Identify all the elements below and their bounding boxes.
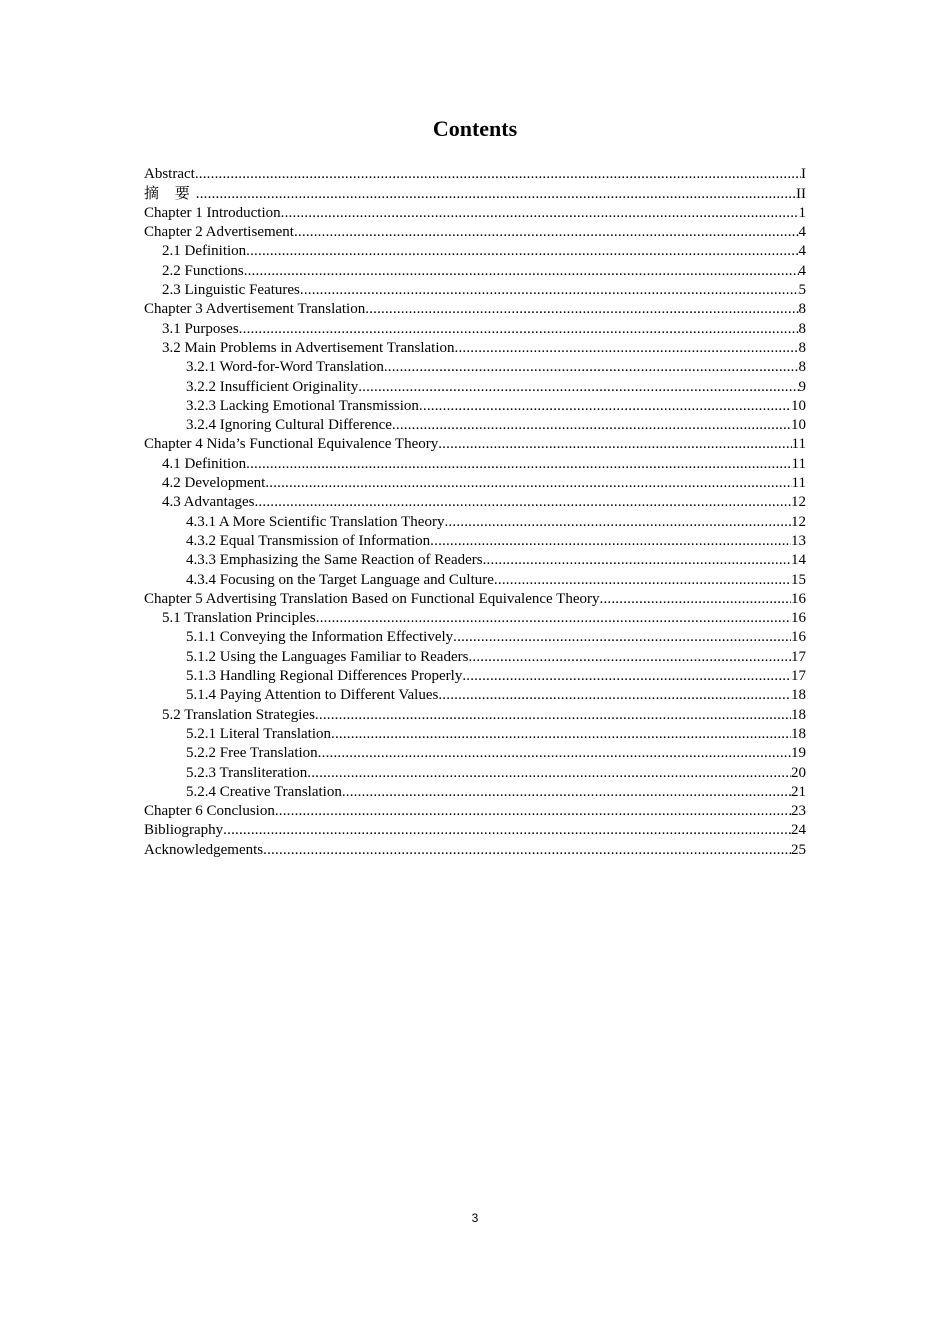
toc-entry[interactable] [144,204,806,223]
toc-entry[interactable] [144,339,806,358]
toc-dot-leader [468,648,791,667]
toc-dot-leader [600,590,792,609]
toc-entry-page: 14 [791,552,806,569]
toc-entry-title: 5.1 Translation Principles [162,610,316,627]
toc-dot-leader [483,551,791,570]
toc-entry[interactable] [144,744,806,763]
toc-entry-title: 4.1 Definition [162,455,247,472]
toc-dot-leader [244,262,799,281]
toc-entry[interactable] [144,474,806,493]
toc-dot-leader [196,185,796,204]
toc-entry-page: 10 [791,417,806,434]
toc-entry-page: 18 [791,687,806,704]
toc-entry-title: Chapter 3 Advertisement Translation [144,301,366,318]
toc-entry[interactable] [144,300,806,319]
toc-entry-title: 3.2.3 Lacking Emotional Transmission [186,397,419,414]
toc-dot-leader [315,706,791,725]
table-of-contents [144,165,806,860]
toc-dot-leader [239,320,799,339]
toc-entry-title: 4.3.4 Focusing on the Target Language and Culture [186,571,494,588]
toc-entry-page: 20 [791,764,806,781]
toc-dot-leader [392,416,791,435]
toc-dot-leader [246,455,791,474]
toc-dot-leader [331,725,791,744]
toc-entry-title: 5.1.4 Paying Attention to Different Values [186,687,439,704]
toc-entry-title: Abstract [144,166,195,183]
toc-dot-leader [419,397,791,416]
toc-entry-title: Bibliography [144,822,224,839]
toc-dot-leader [438,686,791,705]
toc-entry-title: 3.2.4 Ignoring Cultural Difference [186,417,392,434]
toc-entry-page: II [796,185,806,202]
page-title: Contents [432,116,518,141]
toc-dot-leader [438,435,791,454]
toc-entry[interactable] [144,628,806,647]
toc-entry-page: 17 [791,668,806,685]
toc-entry-title: 5.1.3 Handling Regional Differences Properly [186,668,463,685]
toc-entry[interactable] [144,261,806,280]
toc-dot-leader [294,223,799,242]
toc-entry-title: Chapter 2 Advertisement [144,224,294,241]
toc-dot-leader [316,609,791,628]
toc-entry[interactable] [144,377,806,396]
toc-entry-title: 3.2.2 Insufficient Originality [186,378,359,395]
toc-entry[interactable] [144,705,806,724]
toc-entry-title: Chapter 5 Advertising Translation Based on Functional Equivalence Theory [144,590,600,607]
toc-entry-title: 3.2.1 Word-for-Word Translation [186,359,384,376]
toc-entry[interactable] [144,512,806,531]
toc-entry-title: Chapter 6 Conclusion [144,803,275,820]
toc-dot-leader [455,339,799,358]
toc-entry[interactable] [144,667,806,686]
toc-entry[interactable] [144,493,806,512]
toc-entry-page: 25 [791,841,806,858]
toc-dot-leader [384,358,799,377]
toc-entry-page: 11 [791,475,806,492]
toc-entry-title: 4.2 Development [162,475,266,492]
toc-entry[interactable] [144,435,806,454]
toc-entry-title: 4.3.3 Emphasizing the Same Reaction of Readers [186,552,483,569]
toc-entry[interactable] [144,319,806,338]
toc-entry-title: 5.2 Translation Strategies [162,706,315,723]
toc-entry-title: 2.2 Functions [162,262,244,279]
toc-entry-title: 摘 要 [144,185,196,202]
toc-entry-page: 8 [798,301,806,318]
toc-dot-leader [254,493,791,512]
toc-entry-page: 23 [791,803,806,820]
toc-entry-page: 4 [798,243,806,260]
toc-entry[interactable] [144,223,806,242]
toc-entry[interactable] [144,725,806,744]
toc-entry-page: 9 [798,378,806,395]
toc-dot-leader [263,841,791,860]
toc-entry[interactable] [144,821,806,840]
toc-dot-leader [275,802,791,821]
toc-entry-page: 12 [791,494,806,511]
toc-entry-page: 16 [791,629,806,646]
toc-entry[interactable] [144,184,806,203]
toc-entry-title: 5.1.2 Using the Languages Familiar to Readers [186,648,469,665]
toc-dot-leader [358,378,798,397]
toc-entry-title: Chapter 1 Introduction [144,204,281,221]
toc-dot-leader [246,242,798,261]
toc-entry-title: 4.3.1 A More Scientific Translation Theory [186,513,445,530]
toc-entry-page: 4 [798,262,806,279]
toc-dot-leader [223,821,791,840]
toc-dot-leader [444,513,791,532]
toc-entry-page: 11 [791,436,806,453]
toc-dot-leader [365,300,798,319]
toc-entry-page: 13 [791,532,806,549]
toc-entry-page: 12 [791,513,806,530]
toc-entry-title: 2.1 Definition [162,243,247,260]
toc-dot-leader [300,281,799,300]
toc-entry-title: 4.3.2 Equal Transmission of Information [186,532,431,549]
toc-entry-title: 5.1.1 Conveying the Information Effectively [186,629,454,646]
toc-entry[interactable] [144,281,806,300]
toc-dot-leader [453,628,791,647]
toc-entry[interactable] [144,397,806,416]
toc-dot-leader [462,667,791,686]
toc-entry-title: 4.3 Advantages [162,494,255,511]
toc-entry[interactable] [144,590,806,609]
toc-entry[interactable] [144,454,806,473]
toc-entry-page: 10 [791,397,806,414]
toc-entry-page: 11 [791,455,806,472]
toc-entry[interactable] [144,570,806,589]
toc-entry[interactable] [144,686,806,705]
toc-entry-page: 8 [798,359,806,376]
toc-dot-leader [430,532,791,551]
toc-entry[interactable] [144,647,806,666]
toc-dot-leader [195,165,801,184]
toc-entry[interactable] [144,763,806,782]
toc-entry-page: 4 [798,224,806,241]
toc-entry-page: 19 [791,745,806,762]
toc-entry[interactable] [144,609,806,628]
toc-entry-page: 16 [791,590,806,607]
toc-entry-title: 2.3 Linguistic Features [162,282,300,299]
toc-entry-title: 3.2 Main Problems in Advertisement Translation [162,339,455,356]
toc-entry[interactable] [144,802,806,821]
toc-dot-leader [265,474,791,493]
toc-entry-title: Acknowledgements [144,841,264,858]
toc-entry-page: 1 [798,204,806,221]
toc-entry-page: 5 [798,282,806,299]
toc-entry-title: 5.2.2 Free Translation [186,745,318,762]
toc-entry-title: 5.2.3 Transliteration [186,764,308,781]
toc-entry-title: 5.2.1 Literal Translation [186,725,331,742]
page-number: 3 [471,1211,479,1225]
toc-entry-page: 16 [791,610,806,627]
toc-entry-page: 18 [791,725,806,742]
toc-entry-title: 5.2.4 Creative Translation [186,783,342,800]
toc-dot-leader [342,783,791,802]
toc-dot-leader [494,571,791,590]
toc-entry[interactable] [144,416,806,435]
toc-dot-leader [307,764,791,783]
toc-entry[interactable] [144,242,806,261]
toc-entry-page: 24 [791,822,806,839]
toc-entry-title: Chapter 4 Nida’s Functional Equivalence Theory [144,436,439,453]
toc-entry-page: 17 [791,648,806,665]
toc-entry-page: 21 [791,783,806,800]
toc-entry[interactable] [144,551,806,570]
toc-dot-leader [281,204,799,223]
toc-dot-leader [318,744,791,763]
toc-entry[interactable] [144,358,806,377]
toc-entry-page: I [801,166,806,183]
toc-entry[interactable] [144,165,806,184]
toc-entry-page: 8 [798,339,806,356]
toc-entry-page: 8 [798,320,806,337]
toc-entry[interactable] [144,532,806,551]
toc-entry[interactable] [144,783,806,802]
toc-entry[interactable] [144,840,806,859]
toc-entry-page: 15 [791,571,806,588]
toc-entry-page: 18 [791,706,806,723]
toc-entry-title: 3.1 Purposes [162,320,239,337]
